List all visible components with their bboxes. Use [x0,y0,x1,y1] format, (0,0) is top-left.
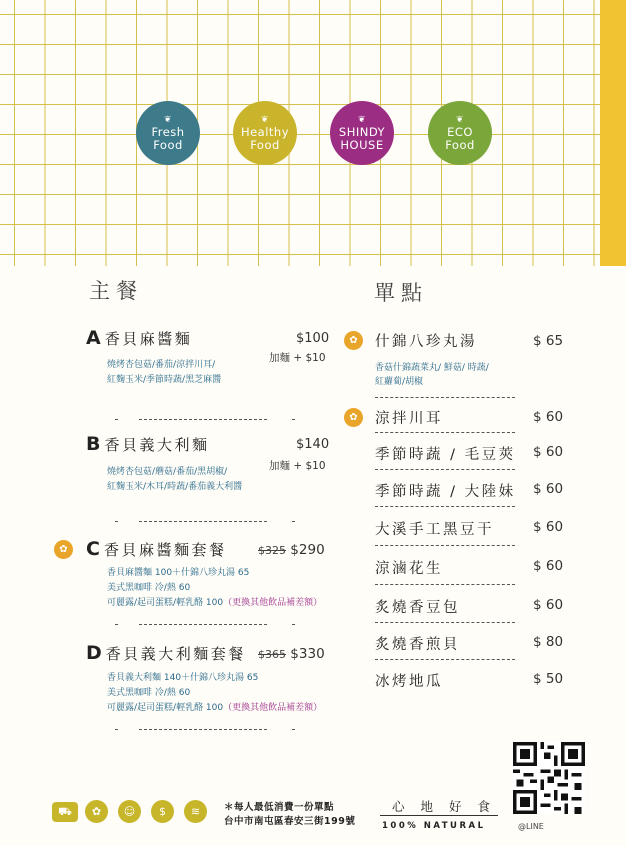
brand-name: 心地好食 [392,799,507,814]
item-price-group [258,646,325,662]
menu-item-a [86,327,192,349]
divider [375,545,515,546]
single-item-price: $ 65 [533,333,564,349]
single-item-name: 什錦八珍丸湯 [375,334,477,350]
badge-fresh-food [136,101,200,165]
header-grid-background [0,0,600,266]
single-item-price: $ 60 [533,519,564,535]
badge-line2: Food [445,137,475,152]
single-item-name: 涼拌川耳 [375,411,443,427]
single-item-name: 季節時蔬 / 毛豆莢 [375,447,516,463]
single-item-name: 大溪手工黑豆干 [375,522,494,538]
item-name: 香貝義大利麵 [104,436,210,454]
leaf-icon: ❦ [357,114,367,125]
main-course-title: 主餐 [89,279,143,303]
item-name: 香貝麻醬麵 [104,330,193,348]
divider [375,469,515,470]
recommend-icon: ✿ [344,408,363,427]
divider [375,397,515,398]
divider [375,584,515,585]
item-letter: D [86,642,102,664]
item-price: $330 [290,646,325,662]
divider [139,729,267,730]
badge-shindy-house [330,101,394,165]
item-letter: A [86,327,101,349]
brand-tagline: 100% NATURAL [382,821,486,831]
divider-dot [292,729,295,730]
delivery-truck-icon: ⛟ [52,802,78,822]
badge-line1: Fresh [151,124,185,139]
single-item-name: 涼滷花生 [375,561,443,577]
item-desc-1: 燒烤杏包菇/蘑菇/番茄/黑胡椒/ [107,467,228,477]
menu-item-b [86,433,210,455]
divider-dot [292,419,295,420]
badge-line1: Healthy [240,124,290,139]
item-price: $140 [296,437,330,452]
item-price: $290 [290,542,325,558]
badge-line2: HOUSE [340,137,384,152]
badge-line2: Food [153,137,183,152]
divider [139,624,267,625]
single-item-name: 炙燒香煎貝 [375,637,460,653]
single-item-name: 冰烤地瓜 [375,674,443,690]
leaf-icon: ❦ [455,114,465,125]
item-name: 香貝義大利麵套餐 [105,645,246,663]
divider [139,419,267,420]
divider-dot [115,419,118,420]
item-desc-2: 紅麴玉米/木耳/時蔬/番茄義大利醬 [107,482,243,492]
single-item-name: 季節時蔬 / 大陸妹 [375,484,516,500]
single-item-title: 單點 [374,281,428,305]
upgrade-note: （更換其他飲品補差額） [223,598,323,608]
divider-dot [115,624,118,625]
divider-dot [292,624,295,625]
item-extra: 加麵 + $10 [269,352,326,364]
money-icon: $ [151,800,174,823]
divider-dot [115,521,118,522]
single-item-price: $ 60 [533,409,564,425]
line-qr-code[interactable] [512,742,586,814]
badge-line1: SHINDY [338,124,386,139]
minimum-order-note: ＊每人最低消費一份單點 [224,802,335,813]
recommend-icon: ✿ [85,800,108,823]
item-extra: 加麵 + $10 [269,460,326,472]
item-desc-2: 美式黑咖啡 冷/熱 60 [107,583,191,593]
item-desc-2: 美式黑咖啡 冷/熱 60 [107,688,191,698]
divider [375,506,515,507]
item-price: $100 [296,331,330,346]
old-price: $365 [258,648,286,661]
badge-eco-food [428,101,492,165]
single-item-price: $ 80 [533,634,564,650]
line-label: @LINE [518,822,544,831]
menu-item-d [86,642,246,664]
divider-dot [115,729,118,730]
item-desc-3 [107,701,322,716]
brand-divider [380,815,498,816]
single-item-price: $ 60 [533,444,564,460]
single-item-desc-2: 紅蘿蔔/胡椒 [375,377,424,387]
single-item-price: $ 60 [533,558,564,574]
family-icon: ☺ [118,800,141,823]
divider [375,432,515,433]
leaf-icon: ❦ [260,114,270,125]
single-item-price: $ 50 [533,671,564,687]
item-desc-1: 香貝義大利麵 140＋什錦八珍丸湯 65 [107,673,259,683]
address: 台中市南屯區春安三街199號 [224,816,356,827]
badge-line1: ECO [447,124,473,139]
upgrade-note: （更換其他飲品補差額） [223,703,323,713]
item-desc-2: 紅麴玉米/季節時蔬/黑芝麻醬 [107,375,222,385]
recommend-icon: ✿ [344,331,363,350]
item-letter: C [86,538,100,560]
badge-healthy-food [233,101,297,165]
badge-line2: Food [250,137,280,152]
divider-dot [292,521,295,522]
item-price-group [258,542,325,558]
old-price: $325 [258,544,286,557]
item-letter: B [86,433,101,455]
recommend-icon: ✿ [54,540,73,559]
wifi-icon: ≋ [184,800,207,823]
item-desc-3 [107,596,322,611]
leaf-icon: ❦ [163,114,173,125]
item-desc-3-text: 可麗露/起司蛋糕/輕乳酪 100 [107,703,224,713]
yellow-side-stripe [600,0,626,266]
single-item-desc-1: 香菇什錦蔬菜丸/ 鮮菇/ 時蔬/ [375,363,489,373]
divider [139,521,267,522]
single-item-price: $ 60 [533,481,564,497]
single-item-name: 炙燒香豆包 [375,600,460,616]
divider [375,659,515,660]
item-desc-1: 香貝麻醬麵 100＋什錦八珍丸湯 65 [107,568,250,578]
item-desc-3-text: 可麗露/起司蛋糕/輕乳酪 100 [107,598,224,608]
menu-item-c [86,538,226,560]
item-desc-1: 燒烤杏包菇/番茄/涼拌川耳/ [107,360,216,370]
single-item-price: $ 60 [533,597,564,613]
item-name: 香貝麻醬麵套餐 [103,541,227,559]
divider [375,622,515,623]
